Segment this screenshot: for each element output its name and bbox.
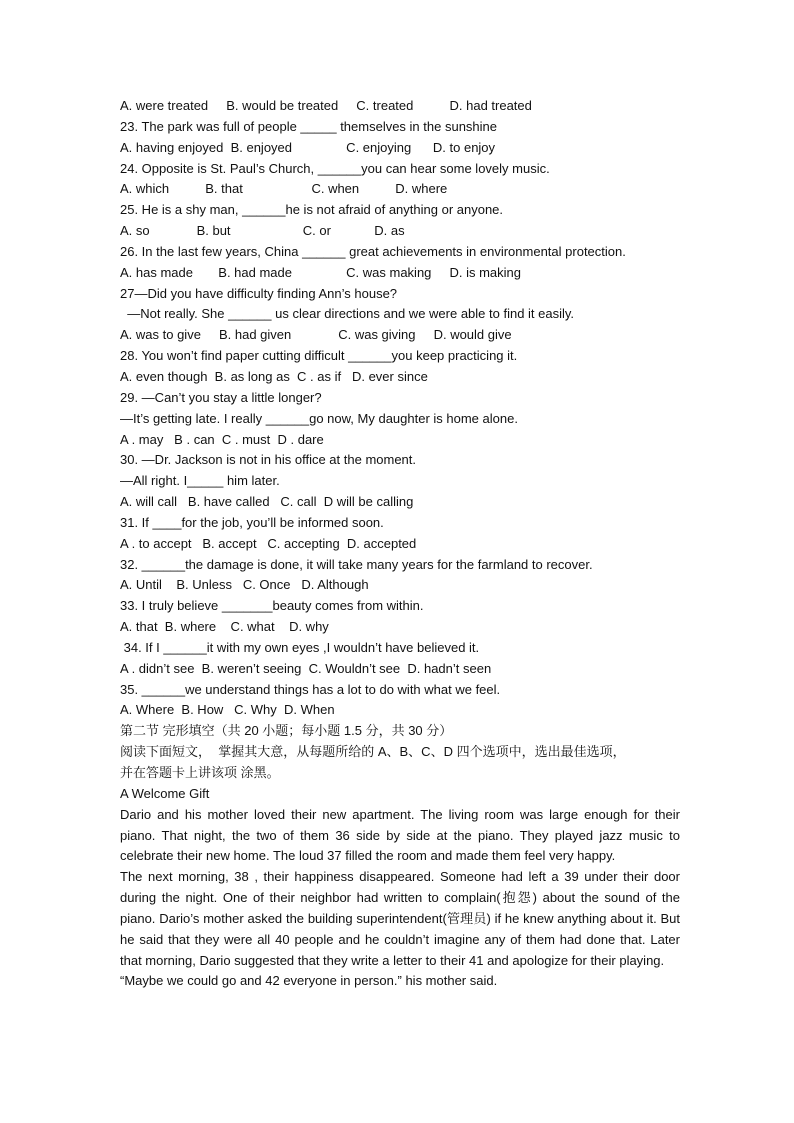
question-25: 25. He is a shy man, ______he is not afraid of anything or anyone. — [120, 202, 504, 218]
question-27-reply: —Not really. She ______ us clear directions and we were able to find it easily. — [120, 306, 575, 322]
question-28: 28. You won’t find paper cutting difficult ______you keep practicing it. — [120, 348, 518, 364]
question-29: 29. —Can’t you stay a little longer? — [120, 389, 322, 405]
option-line-23: A. having enjoyed B. enjoyed C. enjoying D. to enjoy — [120, 139, 496, 155]
question-30: 30. —Dr. Jackson is not in his office at the moment. — [120, 452, 417, 468]
section-instructions-2: 并在答题卡上讲该项 涂黑。 — [120, 765, 280, 780]
question-34: 34. If I ______it with my own eyes ,I wouldn’t have believed it. — [120, 639, 480, 655]
option-line-32: A. Until B. Unless C. Once D. Although — [120, 577, 369, 593]
section-instructions-1: 阅读下面短文， 掌握其大意，从每题所给的 A、B、C、D 四个选项中，选出最佳选项， — [120, 744, 626, 760]
option-line-31: A . to accept B. accept C. accepting D. accepted — [120, 535, 417, 551]
question-32: 32. ______the damage is done, it will take many years for the farmland to recover. — [120, 556, 593, 572]
option-line-29: A . may B . can C . must D . dare — [120, 431, 324, 447]
option-line-33: A. that B. where C. what D. why — [120, 619, 329, 635]
question-31: 31. If ____for the job, you’ll be informed soon. — [120, 514, 384, 530]
option-line-35: A. Where B. How C. Why D. When — [120, 702, 335, 718]
option-line-22: A. were treated B. would be treated C. treated D. had treated — [120, 98, 532, 113]
passage-title: A Welcome Gift — [120, 785, 210, 801]
option-line-34: A . didn’t see B. weren’t seeing C. Wouldn’t see D. hadn’t seen — [120, 660, 492, 676]
document-page — [120, 96, 680, 992]
question-26: 26. In the last few years, China ______ great achievements in environmental protection. — [120, 243, 626, 259]
question-23: 23. The park was full of people _____ themselves in the sunshine — [120, 118, 497, 134]
option-line-25: A. so B. but C. or D. as — [120, 223, 405, 239]
option-line-30: A. will call B. have called C. call D will be calling — [120, 494, 414, 510]
passage-paragraph-3: “Maybe we could go and 42 everyone in person.” his mother said. — [120, 973, 498, 989]
option-line-26: A. has made B. had made C. was making D. is making — [120, 264, 521, 280]
question-24: 24. Opposite is St. Paul’s Church, ______you can hear some lovely music. — [120, 160, 550, 176]
question-30-reply: —All right. I_____ him later. — [120, 473, 280, 489]
question-35: 35. ______we understand things has a lot to do with what we feel. — [120, 681, 501, 697]
section-heading: 第二节 完形填空（共 20 小题；每小题 1.5 分，共 30 分） — [120, 723, 453, 739]
question-33: 33. I truly believe _______beauty comes from within. — [120, 598, 424, 614]
question-29-reply: —It’s getting late. I really ______go now, My daughter is home alone. — [120, 410, 518, 426]
question-27: 27—Did you have difficulty finding Ann’s house? — [120, 285, 398, 301]
option-line-24: A. which B. that C. when D. where — [120, 181, 448, 197]
passage-paragraph-2: The next morning, 38 , their happiness disappeared. Someone had left a 39 under their door during the night. One of their neighbor had written to complain(抱怨) about the sound of the piano. Dario’s mother asked the building superintendent(管理员) if he knew anything about it. But he said that they were all 40 people and he couldn’t imagine any of them had done that. Later that morning, Dario suggested that they write a letter to their 41 and apologize for their playing. — [120, 869, 680, 968]
option-line-27: A. was to give B. had given C. was giving D. would give — [120, 327, 512, 343]
option-line-28: A. even though B. as long as C . as if D. ever since — [120, 368, 428, 384]
passage-paragraph-1: Dario and his mother loved their new apartment. The living room was large enough for their piano. That night, the two of them 36 side by side at the piano. They played jazz music to celebrate their new home. The loud 37 filled the room and made them feel very happy. — [120, 806, 680, 864]
